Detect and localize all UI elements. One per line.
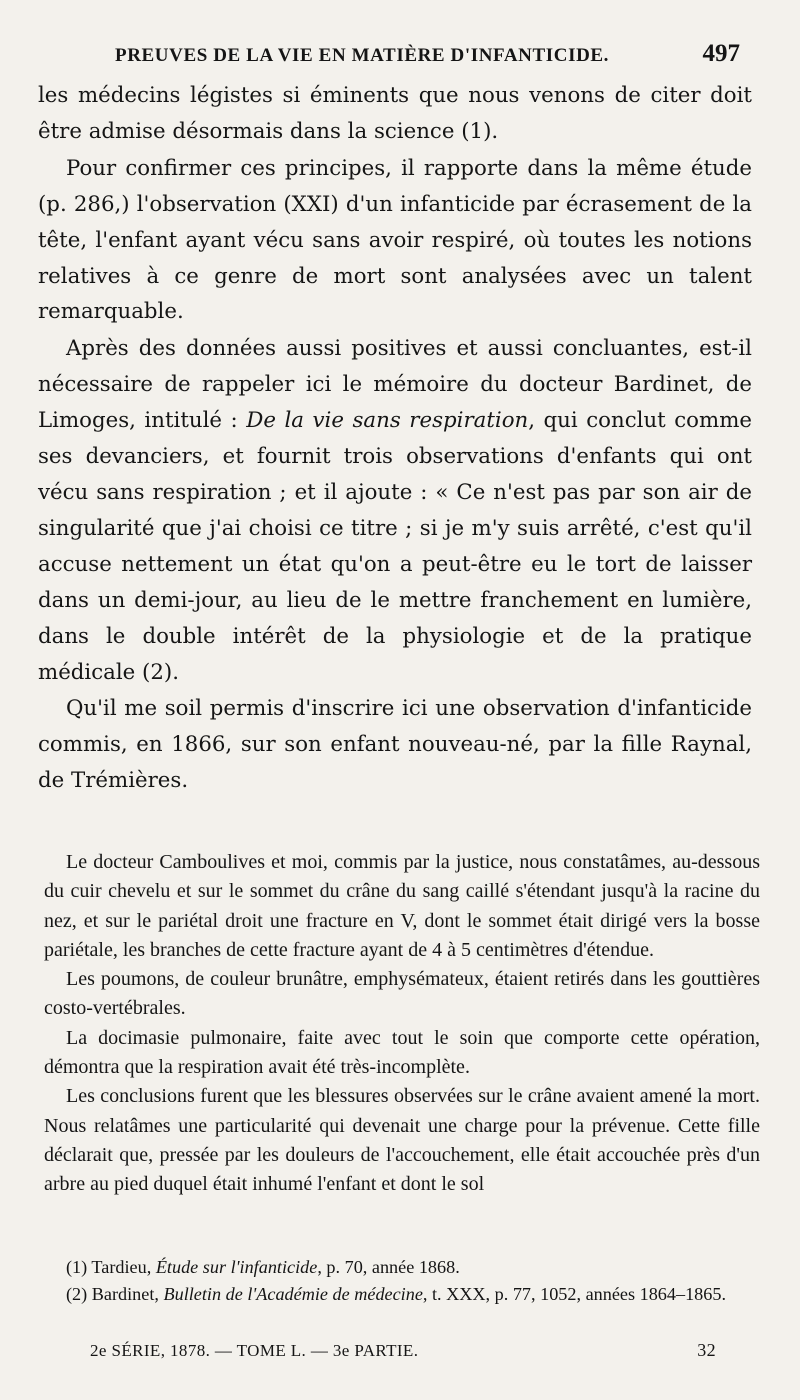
paragraph-4: Qu'il me soil permis d'inscrire ici une observation d'infanticide commis, en 1866, sur son enfant nouveau-né, par la fille Raynal, de Trémières. (38, 696, 752, 794)
paragraph-3-start: Après des données aussi positives et aussi concluantes, est-il nécessaire de rappeler ici le mémoire du docteur Bardinet, de Limoges, intitulé : (38, 336, 752, 434)
footnote-2-end: , t. XXX, p. 77, 1052, années 1864–1865. (422, 1284, 727, 1304)
running-head (115, 40, 740, 68)
printer-signature (90, 1340, 720, 1361)
observation-text (44, 848, 760, 1200)
running-title: PREUVES DE LA VIE EN MATIÈRE D'INFANTICIDE. (115, 45, 610, 66)
observation-paragraph-2: Les poumons, de couleur brunâtre, emphysémateux, étaient retirés dans les gouttières costo-vertébrales. (44, 968, 760, 1020)
paragraph-1: les médecins légistes si éminents que nous venons de citer doit être admise désormais dans la science (1). (38, 83, 752, 144)
footnotes (44, 1254, 760, 1308)
footnote-2 (44, 1281, 760, 1308)
observation-paragraph-4: Les conclusions furent que les blessures observées sur le crâne avaient amené la mort. Nous relatâmes une particularité qui devenait une charge pour la prévenue. Cette fille déclarait que, pressée par les douleurs de l'accouchement, elle était accouchée près d'un arbre au pied duquel était inhumé l'enfant et dont le sol (44, 1085, 760, 1196)
footnote-1-start: (1) Tardieu, (66, 1257, 156, 1277)
observation-paragraph-3: La docimasie pulmonaire, faite avec tout le soin que comporte cette opération, démontra que la respiration avait été très-incomplète. (44, 1026, 760, 1079)
footnote-1-end: , p. 70, année 1868. (317, 1257, 460, 1277)
observation-paragraph-1: Le docteur Camboulives et moi, commis par la justice, nous constatâmes, au-dessous du cuir chevelu et sur le sommet du crâne du sang caillé s'étendant jusqu'à la racine du nez, et sur le pariétal droit une fracture en V, dont le sommet était dirigé vers la bosse pariétale, les branches de cette fracture ayant de 4 à 5 centimètres d'étendue. (44, 851, 760, 961)
paragraph-3-end: , qui conclut comme ses devanciers, et fournit trois observations d'enfants qui ont vécu sans respiration ; et il ajoute : « Ce n'est pas par son air de singularité que j'ai choisi ce titre ; si je m'y suis arrêté, c'est qu'il accuse nettement un état qu'on a peut-être eu le tort de laisser dans un demi-jour, au lieu de le mettre franchement en lumière, dans le double intérêt de la physiologie et de la pratique médicale (2). (38, 408, 752, 685)
sheet-number: 32 (697, 1340, 716, 1360)
footnote-2-start: (2) Bardinet, (66, 1284, 164, 1304)
footnote-2-title: Bulletin de l'Académie de médecine (163, 1284, 423, 1304)
page-number: 497 (702, 40, 740, 67)
memoir-title: De la vie sans respiration (246, 408, 529, 434)
paragraph-3 (38, 331, 752, 690)
footnote-1 (44, 1254, 760, 1281)
footnote-1-title: Étude sur l'infanticide (155, 1257, 318, 1277)
main-text (38, 78, 752, 799)
paragraph-2: Pour confirmer ces principes, il rapporte dans la même étude (p. 286,) l'observation (XXI) d'un infanticide par écrasement de la tête, l'enfant ayant vécu sans avoir respiré, où toutes les notions relatives à ce genre de mort sont analysées avec un talent remarquable. (38, 155, 752, 325)
series-line: 2e SÉRIE, 1878. — TOME L. — 3e PARTIE. (90, 1341, 419, 1360)
